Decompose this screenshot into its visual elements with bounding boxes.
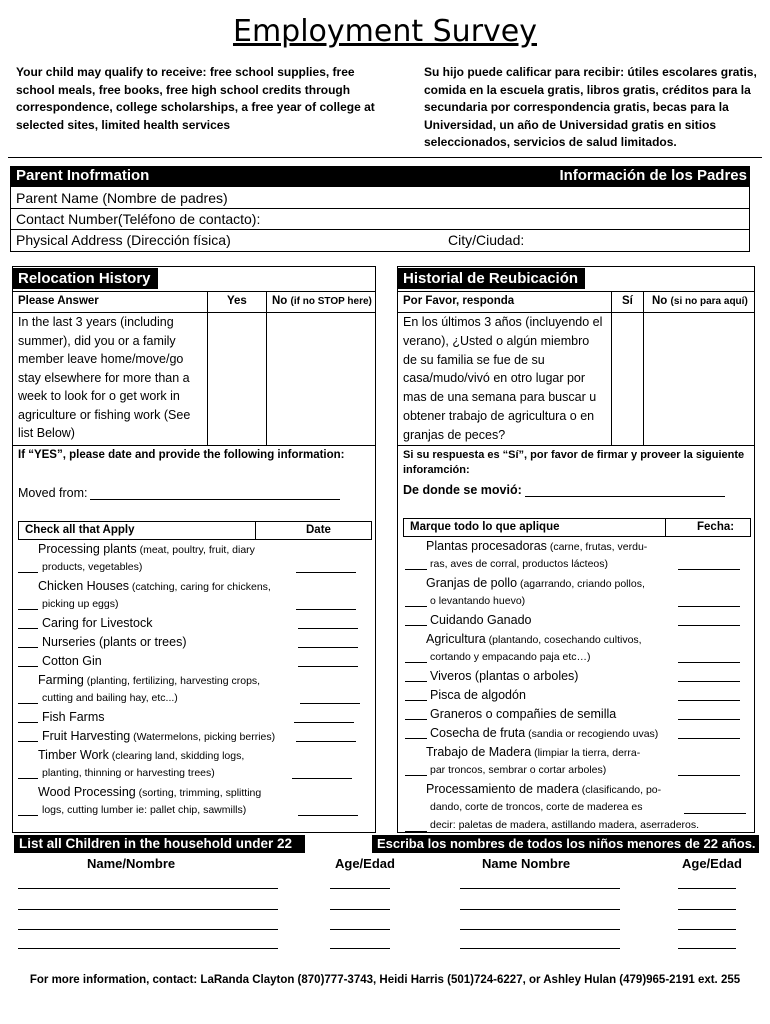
date-blank-es[interactable] [678, 719, 740, 720]
intro-english: Your child may qualify to receive: free school supplies, free school meals, free books, free high school credits through correspondence, college scholarships, a free year of college at selected sites, limited health services [16, 65, 375, 132]
date-label-es: Fecha: [697, 521, 735, 533]
child-age-line-es[interactable] [678, 948, 736, 949]
check-all-label-en: Check all that Apply [25, 524, 135, 536]
work-item-es: Cosecha de fruta (sandia or recogiendo uvas) [430, 726, 659, 740]
work-item-detail-es: o levantando huevo) [430, 595, 526, 607]
moved-from-field-en[interactable]: Moved from: [18, 486, 340, 500]
checkbox-blank-en[interactable] [18, 778, 38, 779]
work-item-detail-en: picking up eggs) [42, 598, 119, 610]
work-item-en: Chicken Houses (catching, caring for chickens, [38, 579, 271, 593]
date-blank-en[interactable] [298, 647, 358, 648]
date-blank-en[interactable] [298, 666, 358, 667]
date-label-en: Date [306, 524, 331, 536]
work-item-es: Agricultura (plantando, cosechando cultivos, [426, 632, 642, 646]
child-age-line-en[interactable] [330, 888, 390, 889]
age-column-es: Age/Edad [682, 856, 742, 871]
please-answer-label: Please Answer [18, 295, 99, 307]
no-column-en[interactable]: No (if no STOP here) [272, 295, 372, 307]
checkbox-blank-es[interactable] [405, 681, 427, 682]
checkbox-blank-en[interactable] [18, 647, 38, 648]
work-item-detail-es: par troncos, sembrar o cortar arboles) [430, 764, 607, 776]
work-item-en: Farming (planting, fertilizing, harvesting crops, [38, 673, 261, 687]
date-blank-es[interactable] [678, 606, 740, 607]
check-all-label-es: Marque todo lo que aplique [410, 521, 560, 533]
relocation-header-es: Historial de Reubicación [398, 268, 585, 289]
if-yes-instructions-es-2: inforamción: [403, 464, 470, 476]
checkbox-blank-es[interactable] [405, 606, 427, 607]
work-item-es: Pisca de algodón [430, 688, 526, 702]
work-item-en: Wood Processing (sorting, trimming, splitting [38, 785, 262, 799]
checkbox-blank-en[interactable] [18, 815, 38, 816]
checkbox-blank-es[interactable] [405, 662, 427, 663]
checkbox-blank-en[interactable] [18, 666, 38, 667]
work-item-es: Plantas procesadoras (carne, frutas, verdu- [426, 539, 648, 553]
work-item-detail-es: decir: paletas de madera, astillando madera, aserraderos. [430, 819, 700, 831]
child-age-line-es[interactable] [678, 888, 736, 889]
checkbox-blank-es[interactable] [405, 738, 427, 739]
checkbox-blank-es[interactable] [405, 569, 427, 570]
relocation-question-en: In the last 3 years (including summer), did you or a family member leave home/move/go stay elsewhere for more than a week to look for o get work in agriculture or fishing work (See list Below) [18, 315, 191, 440]
work-item-es: Cuidando Ganado [430, 613, 532, 627]
date-blank-en[interactable] [296, 609, 356, 610]
date-blank-es[interactable] [678, 569, 740, 570]
work-item-en: Fish Farms [42, 710, 105, 724]
age-column-en: Age/Edad [335, 856, 395, 871]
child-name-line-en[interactable] [18, 888, 278, 889]
work-item-en: Nurseries (plants or trees) [42, 635, 187, 649]
if-yes-instructions-en: If “YES”, please date and provide the following information: [18, 449, 345, 461]
date-blank-en[interactable] [296, 572, 356, 573]
no-column-es[interactable]: No (si no para aquí) [652, 295, 748, 307]
yes-column-en[interactable]: Yes [227, 295, 247, 307]
work-item-detail-es: dando, corte de troncos, corte de maderea es [430, 801, 643, 813]
work-item-en: Caring for Livestock [42, 616, 153, 630]
child-age-line-en[interactable] [330, 948, 390, 949]
checkbox-blank-es[interactable] [405, 700, 427, 701]
work-item-es: Graneros o compañies de semilla [430, 707, 617, 721]
date-blank-en[interactable] [300, 703, 360, 704]
relocation-header-en: Relocation History [13, 268, 158, 289]
child-name-line-es[interactable] [460, 948, 620, 949]
checkbox-blank-en[interactable] [18, 741, 38, 742]
work-item-en: Cotton Gin [42, 654, 102, 668]
yes-column-es[interactable]: Sí [622, 295, 633, 307]
date-blank-en[interactable] [298, 628, 358, 629]
checkbox-blank-en[interactable] [18, 609, 38, 610]
parent-info-title-es: Información de los Padres [559, 167, 747, 184]
work-item-detail-en: planting, thinning or harvesting trees) [42, 767, 215, 779]
work-item-detail-es: ras, aves de corral, productos lácteos) [430, 558, 608, 570]
child-name-line-es[interactable] [460, 888, 620, 889]
name-column-en: Name/Nombre [87, 856, 176, 871]
child-age-line-es[interactable] [678, 909, 736, 910]
please-answer-label-es: Por Favor, responda [403, 295, 515, 307]
date-blank-es[interactable] [684, 813, 746, 814]
child-age-line-en[interactable] [330, 929, 390, 930]
child-name-line-en[interactable] [18, 929, 278, 930]
child-name-line-es[interactable] [460, 909, 620, 910]
work-item-detail-es: cortando y empacando paja etc…) [430, 651, 591, 663]
work-item-en: Fruit Harvesting (Watermelons, picking berries) [42, 729, 276, 743]
checkbox-blank-es[interactable] [405, 831, 427, 832]
date-blank-es[interactable] [678, 775, 740, 776]
work-item-es: Processamiento de madera (clasificando, po- [426, 782, 662, 796]
if-yes-instructions-es: Si su respuesta es “Sí”, por favor de firmar y proveer la siguiente [403, 449, 745, 461]
checkbox-blank-en[interactable] [18, 628, 38, 629]
date-blank-en[interactable] [298, 815, 358, 816]
checkbox-blank-en[interactable] [18, 722, 38, 723]
child-name-line-es[interactable] [460, 929, 620, 930]
checkbox-blank-es[interactable] [405, 775, 427, 776]
contact-number-field[interactable]: Contact Number(Teléfono de contacto): [16, 211, 261, 227]
child-name-line-en[interactable] [18, 909, 278, 910]
date-blank-en[interactable] [294, 722, 354, 723]
address-field[interactable]: Physical Address (Dirección física) [16, 232, 231, 248]
parent-info-header [10, 166, 749, 187]
child-age-line-en[interactable] [330, 909, 390, 910]
footer-contact: For more information, contact: LaRanda Clayton (870)777-3743, Heidi Harris (501)724-6227, or Ashley Hulan (479)965-2191 ext. 255 [29, 974, 741, 986]
date-blank-en[interactable] [292, 778, 352, 779]
date-blank-es[interactable] [678, 700, 740, 701]
city-field[interactable]: City/Ciudad: [448, 232, 525, 248]
work-item-detail-en: products, vegetables) [42, 561, 143, 573]
checkbox-blank-en[interactable] [18, 572, 38, 573]
checkbox-blank-es[interactable] [405, 625, 427, 626]
work-item-es: Trabajo de Madera (limpiar la tierra, derra- [426, 745, 641, 759]
child-name-line-en[interactable] [18, 948, 278, 949]
work-item-en: Timber Work (clearing land, skidding logs, [38, 748, 245, 762]
name-column-es: Name Nombre [482, 856, 571, 871]
moved-from-field-es[interactable]: De donde se movió: [403, 483, 725, 497]
date-blank-es[interactable] [678, 625, 740, 626]
date-blank-en[interactable] [296, 741, 356, 742]
work-item-es: Granjas de pollo (agarrando, criando pollos, [426, 576, 645, 590]
page-title: Employment Survey [232, 14, 537, 49]
child-age-line-es[interactable] [678, 929, 736, 930]
work-item-detail-en: cutting and bailing hay, etc...) [42, 692, 178, 704]
intro-spanish: Su hijo puede calificar para recibir: útiles escolares gratis, comida en la escuela gratis, libros gratis, créditos para la secundaria por correspondencia gratis, becas para la Universidad, un año de Universidad gratis en sitios seleccionados, servicios de salud limitados. [424, 65, 757, 149]
date-blank-es[interactable] [678, 662, 740, 663]
parent-name-field[interactable]: Parent Name (Nombre de padres) [16, 190, 228, 206]
work-item-en: Processing plants (meat, poultry, fruit, diary [38, 542, 255, 556]
date-blank-es[interactable] [678, 738, 740, 739]
date-blank-es[interactable] [678, 681, 740, 682]
work-item-detail-en: logs, cutting lumber ie: pallet chip, sawmills) [42, 804, 247, 816]
children-header-es: Escriba los nombres de todos los niños menores de 22 años. [372, 835, 759, 853]
relocation-question-es: En los últimos 3 años (incluyendo el verano), ¿Usted o algún miembro de su familia se fue de su casa/mudo/vivó en otro lugar por mas de una semana para buscar u obtener trabajo de agricultura o en granjas de peces? [403, 315, 603, 442]
checkbox-blank-es[interactable] [405, 719, 427, 720]
parent-info-title-en: Parent Inofrmation [16, 167, 150, 184]
work-item-es: Viveros (plantas o arboles) [430, 669, 579, 683]
children-header-en: List all Children in the household under 22 [14, 835, 305, 853]
checkbox-blank-en[interactable] [18, 703, 38, 704]
